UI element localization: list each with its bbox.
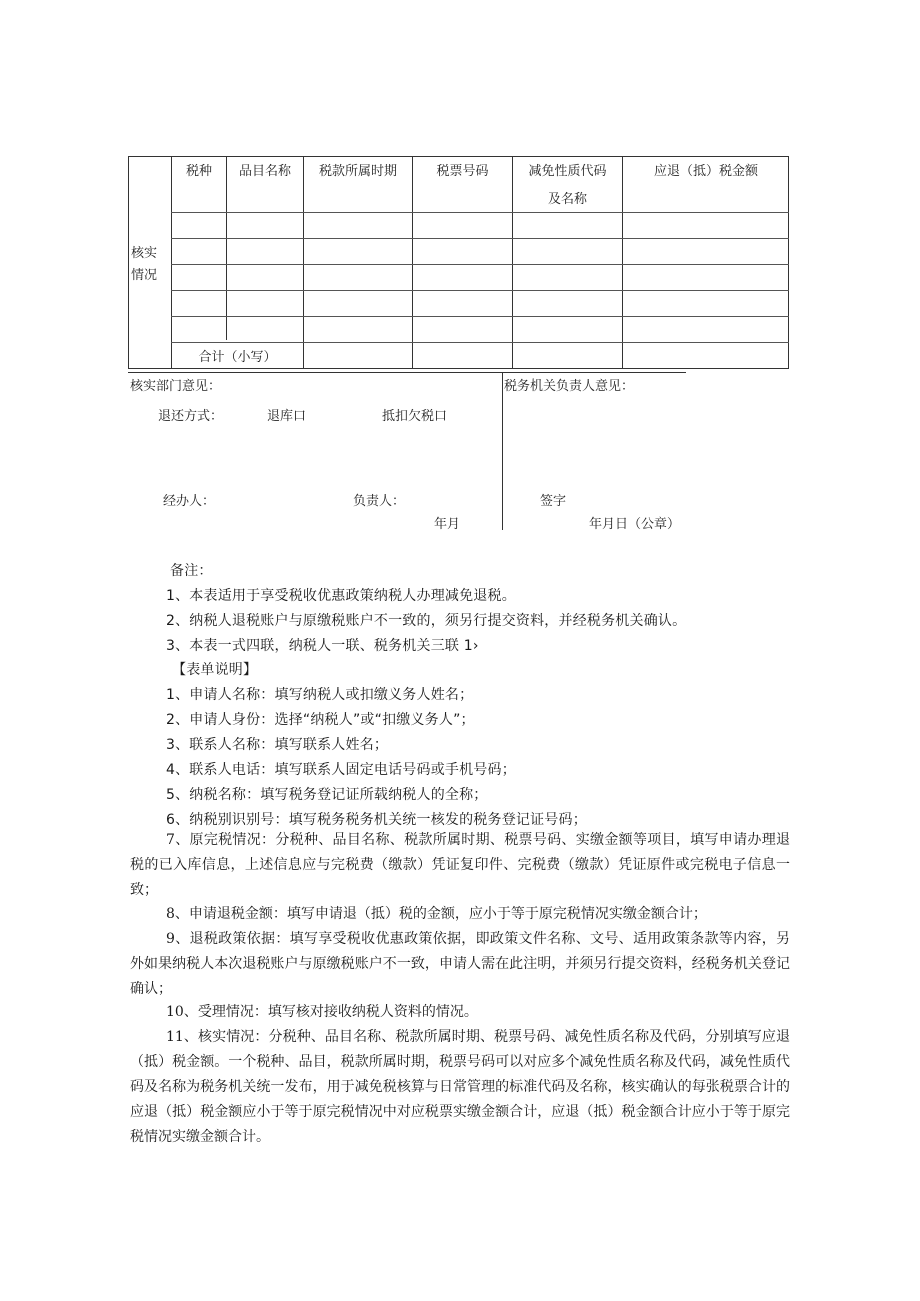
instructions-title: 【表单说明】 bbox=[172, 662, 258, 678]
column-header-item-name: 品目名称 bbox=[238, 164, 291, 179]
option-treasury-refund[interactable]: 退库口 bbox=[267, 409, 307, 424]
instruction-item: 3、联系人名称：填写联系人姓名； bbox=[166, 737, 389, 753]
instruction-item: 6、纳税别识别号：填写税务税务机关统一核发的税务登记证号码； bbox=[166, 812, 587, 828]
side-label-line2: 情况 bbox=[131, 268, 158, 283]
exemption-code-line2: 及名称 bbox=[547, 192, 587, 207]
table-row-divider bbox=[171, 290, 789, 291]
sign-label: 签字 bbox=[540, 494, 567, 509]
column-header-ticket-number: 税票号码 bbox=[436, 164, 489, 179]
option-offset-arrears[interactable]: 抵扣欠税口 bbox=[382, 409, 448, 424]
exemption-code-line1: 减免性质代码 bbox=[528, 164, 607, 179]
verification-table bbox=[128, 156, 789, 369]
refund-method-label: 退还方式： bbox=[158, 409, 224, 424]
column-header-tax-period: 税款所属时期 bbox=[318, 164, 397, 179]
handler-label: 经办人： bbox=[163, 494, 216, 509]
opinion-top-line bbox=[128, 372, 686, 373]
total-label: 合计（小写） bbox=[198, 350, 277, 365]
instruction-item: 1、申请人名称：填写纳税人或扣缴义务人姓名； bbox=[166, 687, 474, 703]
remark-item: 2、纳税人退税账户与原缴税账户不一致的，须另行提交资料，并经税务机关确认。 bbox=[166, 613, 687, 629]
table-divider bbox=[303, 157, 304, 368]
table-row-divider bbox=[171, 316, 789, 317]
column-header-refund-amount: 应退（抵）税金额 bbox=[653, 164, 758, 179]
side-label bbox=[131, 243, 157, 287]
opinion-divider bbox=[502, 372, 503, 530]
instruction-item: 2、申请人身份：选择“纳税人”或“扣缴义务人”； bbox=[166, 712, 475, 728]
side-label-line1: 核实 bbox=[131, 246, 158, 261]
table-divider bbox=[171, 157, 172, 368]
remarks-title: 备注： bbox=[170, 563, 213, 579]
date-seal: 年月日（公章） bbox=[589, 517, 681, 532]
table-row-divider bbox=[171, 238, 789, 239]
instruction-item-11: 11、核实情况：分税种、品目名称、税款所属时期、税票号码、减免性质名称及代码，分别填写应退（抵）税金额。一个税种、品目，税款所属时期，税票号码可以对应多个减免性质名称及代码，减免性质代码及名称为税务机关统一发布，用于减免税核算与日常管理的标准代码及名称，核实确认的每张税票合计的应退（抵）税金额应小于等于原完税情况中对应税票实缴金额合计，应退（抵）税金额合计应小于等于原完税情况实缴金额合计。 bbox=[130, 1029, 790, 1145]
instruction-item: 4、联系人电话：填写联系人固定电话号码或手机号码； bbox=[166, 762, 516, 778]
instruction-item: 5、纳税名称：填写税务登记证所载纳税人的全称； bbox=[166, 787, 488, 803]
date-left: 年月 bbox=[434, 517, 461, 532]
table-divider bbox=[412, 157, 413, 368]
table-row-divider bbox=[171, 264, 789, 265]
instruction-item-7: 7、原完税情况：分税种、品目名称、税款所属时期、税票号码、实缴金额等项目，填写申请办理退税的已入库信息，上述信息应与完税费（缴款）凭证复印件、完税费（缴款）凭证原件或完税电子信息一致； bbox=[130, 832, 790, 898]
table-row-divider bbox=[171, 212, 789, 213]
table-row-divider bbox=[171, 342, 789, 343]
remark-item: 3、本表一式四联，纳税人一联、税务机关三联 1› bbox=[166, 638, 479, 654]
column-header-exemption-code bbox=[513, 161, 622, 211]
instruction-item-10: 10、受理情况：填写核对接收纳税人资料的情况。 bbox=[166, 1004, 478, 1020]
dept-opinion-title: 核实部门意见： bbox=[130, 379, 222, 394]
table-divider bbox=[622, 157, 623, 368]
remark-item: 1、本表适用于享受税收优惠政策纳税人办理减免退税。 bbox=[166, 588, 516, 604]
instruction-item-9: 9、退税政策依据：填写享受税收优惠政策依据，即政策文件名称、文号、适用政策条款等内容，另外如果纳税人本次退税账户与原缴税账户不一致，申请人需在此注明，并须另行提交资料，经税务机关登记确认； bbox=[130, 931, 790, 997]
responsible-label: 负责人： bbox=[353, 494, 406, 509]
authority-opinion-title: 税务机关负责人意见： bbox=[504, 379, 635, 394]
column-header-tax-type: 税种 bbox=[185, 164, 212, 179]
table-divider bbox=[226, 157, 227, 340]
instruction-item-8: 8、申请退税金额：填写申请退（抵）税的金额，应小于等于原完税情况实缴金额合计； bbox=[166, 906, 707, 922]
